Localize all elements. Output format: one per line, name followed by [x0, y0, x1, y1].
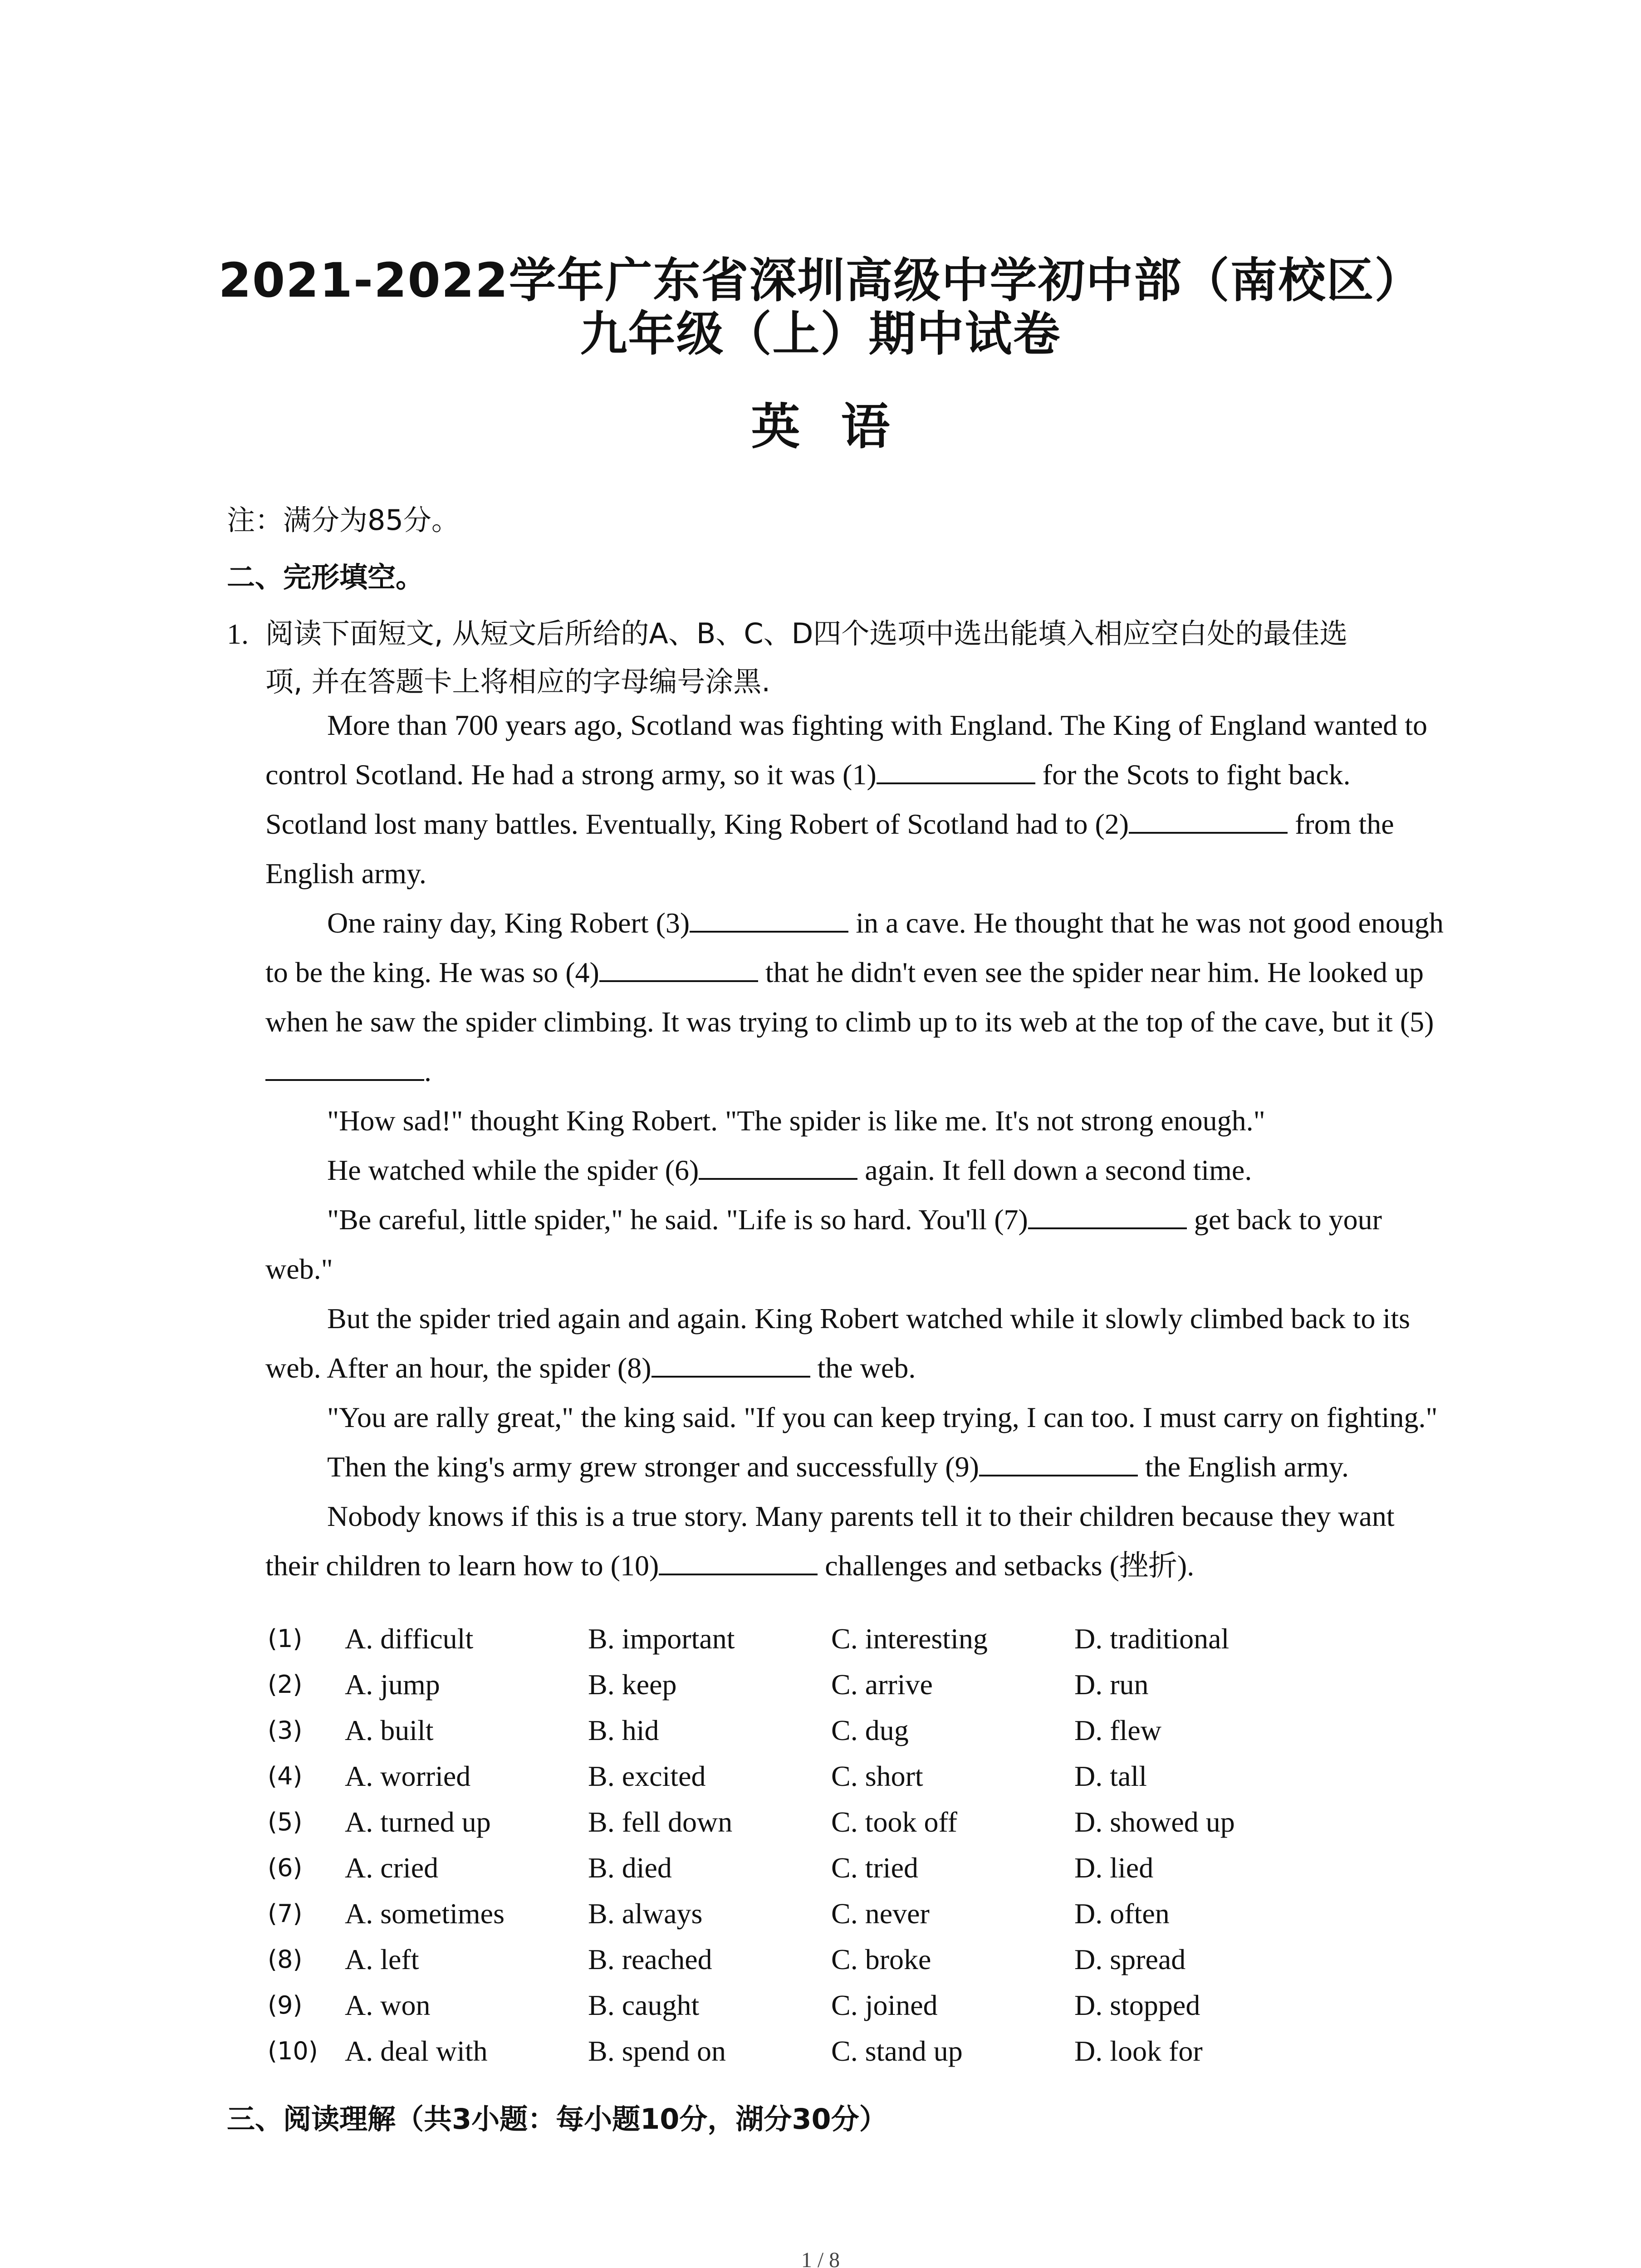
option-row	[268, 1799, 1357, 1845]
option-b[interactable]: B. important	[588, 1622, 735, 1655]
option-number: (2)	[268, 1670, 303, 1699]
passage-text: .	[424, 1055, 431, 1087]
option-c[interactable]: C. short	[831, 1760, 923, 1792]
option-c[interactable]: C. stand up	[831, 2034, 963, 2067]
option-d[interactable]: D. traditional	[1074, 1622, 1230, 1655]
section-heading-reading: 三、阅读理解（共3小题：每小题10分，湖分30分）	[227, 2102, 887, 2136]
option-d[interactable]: D. flew	[1074, 1714, 1161, 1746]
passage-paragraph	[265, 1145, 1454, 1195]
option-a[interactable]: A. turned up	[345, 1805, 491, 1838]
passage-paragraph	[265, 1294, 1454, 1393]
option-number: (3)	[268, 1716, 303, 1745]
passage-text: from the English army.	[265, 808, 1394, 890]
option-row	[268, 1982, 1357, 2028]
option-a[interactable]: A. won	[345, 1989, 431, 2021]
option-c[interactable]: C. interesting	[831, 1622, 988, 1655]
passage-paragraph	[265, 898, 1454, 1096]
passage-text: One rainy day, King Robert (3)	[327, 907, 690, 939]
answer-blank[interactable]	[652, 1352, 810, 1378]
option-b[interactable]: B. hid	[588, 1714, 659, 1746]
section-heading-cloze: 二、完形填空。	[227, 561, 424, 594]
option-d[interactable]: D. lied	[1074, 1851, 1154, 1884]
option-row	[268, 1662, 1357, 1707]
option-a[interactable]: A. left	[345, 1943, 419, 1975]
option-a[interactable]: A. worried	[345, 1760, 471, 1792]
option-a[interactable]: A. difficult	[345, 1622, 474, 1655]
option-row	[268, 2028, 1357, 2074]
option-a[interactable]: A. jump	[345, 1668, 440, 1701]
option-row	[268, 1753, 1357, 1799]
option-number: (5)	[268, 1808, 303, 1836]
passage-text: the web.	[810, 1352, 916, 1384]
option-row	[268, 1845, 1357, 1891]
option-a[interactable]: A. cried	[345, 1851, 439, 1884]
answer-blank[interactable]	[1129, 808, 1288, 834]
option-b[interactable]: B. excited	[588, 1760, 706, 1792]
cloze-passage	[265, 700, 1454, 1590]
passage-paragraph	[265, 700, 1454, 898]
exam-title-line1: 2021-2022学年广东省深圳高级中学初中部（南校区）	[218, 253, 1423, 308]
passage-text: More than 700 years ago, Scotland was fighting with England. The King of England wanted to control Scotland. He had a strong army, so it was (1)	[265, 709, 1427, 791]
option-a[interactable]: A. sometimes	[345, 1897, 505, 1930]
passage-text: "How sad!" thought King Robert. "The spider is like me. It's not strong enough."	[327, 1105, 1265, 1137]
passage-text: He watched while the spider (6)	[327, 1154, 699, 1186]
answer-blank[interactable]	[877, 759, 1035, 784]
option-d[interactable]: D. run	[1074, 1668, 1149, 1701]
option-row	[268, 1616, 1357, 1662]
option-b[interactable]: B. spend on	[588, 2034, 726, 2067]
passage-paragraph	[265, 1096, 1454, 1145]
option-c[interactable]: C. broke	[831, 1943, 931, 1975]
option-a[interactable]: A. built	[345, 1714, 434, 1746]
option-number: (10)	[268, 2037, 318, 2065]
answer-blank[interactable]	[690, 907, 848, 933]
passage-text: "You are rally great," the king said. "If you can keep trying, I can too. I must carry on fighting."	[327, 1401, 1438, 1433]
answer-blank[interactable]	[1028, 1204, 1187, 1229]
passage-text: Then the king's army grew stronger and successfully (9)	[327, 1451, 979, 1483]
option-number: (4)	[268, 1762, 303, 1790]
option-d[interactable]: D. look for	[1074, 2034, 1203, 2067]
answer-blank[interactable]	[659, 1550, 818, 1575]
option-d[interactable]: D. often	[1074, 1897, 1170, 1930]
subject-title: 英语	[751, 399, 931, 455]
passage-text: again. It fell down a second time.	[857, 1154, 1252, 1186]
option-number: (6)	[268, 1853, 303, 1882]
option-d[interactable]: D. tall	[1074, 1760, 1147, 1792]
option-b[interactable]: B. reached	[588, 1943, 712, 1975]
instruction-line1: 阅读下面短文, 从短文后所给的A、B、C、D四个选项中选出能填入相应空白处的最佳选	[265, 617, 1348, 650]
option-c[interactable]: C. dug	[831, 1714, 909, 1746]
option-c[interactable]: C. never	[831, 1897, 930, 1930]
option-number: (8)	[268, 1945, 303, 1974]
option-b[interactable]: B. always	[588, 1897, 703, 1930]
passage-paragraph	[265, 1442, 1454, 1491]
passage-text: for the Scots to fight back. Scotland lost many battles. Eventually, King Robert of Scotland had to (2)	[265, 758, 1351, 840]
options-table	[268, 1616, 1357, 2074]
passage-text: the English army.	[1137, 1451, 1349, 1483]
option-row	[268, 1936, 1357, 1982]
option-c[interactable]: C. tried	[831, 1851, 918, 1884]
option-b[interactable]: B. died	[588, 1851, 672, 1884]
answer-blank[interactable]	[979, 1451, 1138, 1476]
passage-paragraph	[265, 1195, 1454, 1294]
passage-text: But the spider tried again and again. King Robert watched while it slowly climbed back to its web. After an hour, the spider (8)	[265, 1302, 1410, 1384]
option-c[interactable]: C. took off	[831, 1805, 957, 1838]
option-row	[268, 1891, 1357, 1936]
question-number: 1.	[227, 618, 249, 650]
answer-blank[interactable]	[699, 1154, 857, 1180]
option-row	[268, 1707, 1357, 1753]
option-d[interactable]: D. spread	[1074, 1943, 1186, 1975]
passage-text: "Be careful, little spider," he said. "Life is so hard. You'll (7)	[327, 1203, 1028, 1236]
option-number: (1)	[268, 1624, 303, 1653]
instruction-line2: 项, 并在答题卡上将相应的字母编号涂黑.	[265, 665, 771, 698]
option-b[interactable]: B. keep	[588, 1668, 677, 1701]
score-note: 注：满分为85分。	[227, 503, 460, 537]
passage-text: in a cave. He thought that he was not good enough to be the king. He was so (4)	[265, 907, 1444, 988]
passage-text: that he didn't even see the spider near him. He looked up when he saw the spider climbing. It was trying to climb up to its web at the top of the cave, but it (5)	[265, 956, 1434, 1038]
answer-blank[interactable]	[599, 957, 758, 982]
passage-text: get back to your web."	[265, 1203, 1382, 1285]
passage-text: Nobody knows if this is a true story. Many parents tell it to their children because they want their children to learn how to (10)	[265, 1500, 1395, 1582]
exam-title-line2: 九年级（上）期中试卷	[580, 306, 1061, 362]
page-number: 1 / 8	[801, 2248, 840, 2268]
option-b[interactable]: B. caught	[588, 1989, 700, 2021]
option-a[interactable]: A. deal with	[345, 2034, 488, 2067]
option-number: (7)	[268, 1899, 303, 1928]
passage-paragraph	[265, 1393, 1454, 1442]
option-c[interactable]: C. arrive	[831, 1668, 933, 1701]
option-c[interactable]: C. joined	[831, 1989, 938, 2021]
option-d[interactable]: D. stopped	[1074, 1989, 1200, 2021]
passage-paragraph	[265, 1491, 1454, 1590]
option-b[interactable]: B. fell down	[588, 1805, 733, 1838]
option-d[interactable]: D. showed up	[1074, 1805, 1235, 1838]
answer-blank[interactable]	[265, 1056, 424, 1081]
passage-text: challenges and setbacks (挫折).	[818, 1549, 1195, 1582]
option-number: (9)	[268, 1991, 303, 2019]
